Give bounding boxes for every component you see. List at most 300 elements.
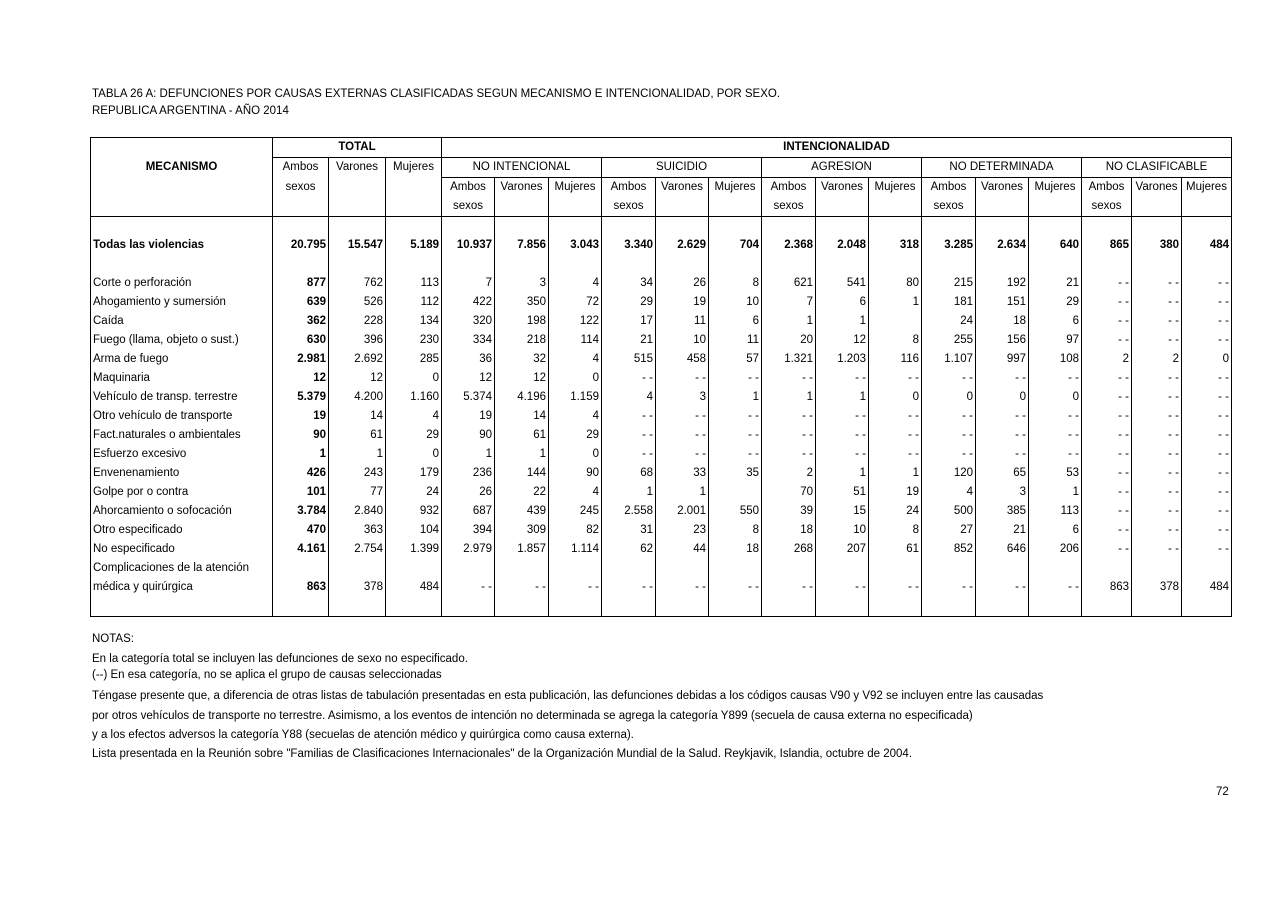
note-4: por otros vehículos de transporte no terrestre. Asimismo, a los eventos de intención no determinada se agrega la categoría Y899 (secuela de causa externa no especificada) [92,710,973,722]
table-cell: 5.189 [386,236,442,255]
table-cell: - - [976,407,1029,426]
table-cell: - - [709,426,762,445]
table-cell: 12 [273,369,329,388]
table-cell: 8 [869,331,922,350]
row-label: Golpe por o contra [91,483,273,502]
table-cell: - - [1029,426,1082,445]
table-cell: 26 [656,274,709,293]
table-cell: - - [762,407,816,426]
table-cell: 61 [329,426,386,445]
table-cell: 68 [602,464,656,483]
table-cell: 4 [549,274,602,293]
table-cell: - - [1082,445,1132,464]
table-cell: - - [549,578,602,597]
table-cell: 3.340 [602,236,656,255]
table-cell: - - [922,578,976,597]
table-cell: - - [1082,407,1132,426]
table-cell: 70 [762,483,816,502]
table-cell: 1.114 [549,540,602,559]
table-cell: 8 [709,521,762,540]
table-cell: 10 [816,521,869,540]
table-cell: 640 [1029,236,1082,255]
table-cell: 10 [709,293,762,312]
row-label: Maquinaria [91,369,273,388]
table-row [91,350,1232,369]
table-cell: - - [602,578,656,597]
table-cell: - - [1082,388,1132,407]
table-cell: 3.285 [922,236,976,255]
table-cell: 215 [922,274,976,293]
table-cell: - - [1082,426,1132,445]
table-cell: - - [976,369,1029,388]
table-row [91,521,1232,540]
table-row [91,274,1232,293]
table-cell: 500 [922,502,976,521]
table-cell: - - [656,426,709,445]
table-cell: 484 [1182,236,1232,255]
table-cell: 29 [1029,293,1082,312]
table-cell: 112 [386,293,442,312]
table-cell: 541 [816,274,869,293]
table-cell: 515 [602,350,656,369]
table-cell: 1 [762,388,816,407]
header-intencionalidad: INTENCIONALIDAD [442,138,1232,158]
table-cell: - - [1082,464,1132,483]
header-sexos: sexos [762,197,816,217]
table-row [91,464,1232,483]
table-cell: 82 [549,521,602,540]
table-cell: 526 [329,293,386,312]
table-cell: 5.374 [442,388,495,407]
table-cell: 3 [495,274,549,293]
table-row [91,540,1232,559]
table-cell: 29 [549,426,602,445]
table-cell: - - [1182,331,1232,350]
table-cell: - - [1082,331,1132,350]
table-cell: - - [1082,312,1132,331]
row-label: Ahorcamiento o sofocación [91,502,273,521]
table-cell: 4 [549,483,602,502]
table-cell: 62 [602,540,656,559]
table-cell: 2.981 [273,350,329,369]
table-cell: 21 [976,521,1029,540]
table-cell: - - [1082,274,1132,293]
row-label: Corte o perforación [91,274,273,293]
table-cell: 320 [442,312,495,331]
table-cell: - - [922,426,976,445]
table-cell: 206 [1029,540,1082,559]
table-cell: - - [602,445,656,464]
table-cell: 0 [1029,388,1082,407]
table-cell: 550 [709,502,762,521]
table-cell: - - [762,445,816,464]
table-cell: - - [1182,540,1232,559]
table-cell: - - [976,445,1029,464]
table-cell: 1 [709,388,762,407]
table-cell: - - [922,369,976,388]
table-cell: 53 [1029,464,1082,483]
table-row [91,483,1232,502]
table-cell: 621 [762,274,816,293]
table-cell: 362 [273,312,329,331]
table-title: TABLA 26 A: DEFUNCIONES POR CAUSAS EXTERNAS CLASIFICADAS SEGUN MECANISMO E INTENCIONALIDAD, POR SEXO. [92,88,781,100]
table-cell: 1 [869,464,922,483]
table-cell: 72 [549,293,602,312]
table-cell: - - [1029,445,1082,464]
table-cell: - - [1132,312,1182,331]
table-cell: 19 [442,407,495,426]
table-cell: 114 [549,331,602,350]
header-sexos: sexos [1082,197,1132,217]
table-cell: 51 [816,483,869,502]
table-cell: 4.200 [329,388,386,407]
table-cell: 19 [273,407,329,426]
table-cell: 687 [442,502,495,521]
table-cell: 122 [549,312,602,331]
table-cell: - - [709,369,762,388]
table-cell [869,312,922,331]
table-cell: 36 [442,350,495,369]
table-cell: 20 [762,331,816,350]
table-cell: 116 [869,350,922,369]
table-cell: 77 [329,483,386,502]
table-cell: 1 [816,388,869,407]
table-cell: - - [976,578,1029,597]
table-cell: 156 [976,331,1029,350]
table-cell: 97 [1029,331,1082,350]
table-cell: - - [816,445,869,464]
header-varones: Varones [495,178,549,198]
table-cell: - - [816,578,869,597]
table-cell: 19 [656,293,709,312]
table-cell: 0 [549,369,602,388]
table-cell: - - [1132,388,1182,407]
table-cell: - - [922,407,976,426]
table-cell: - - [602,426,656,445]
table-cell: 2 [1132,350,1182,369]
table-cell: - - [1082,483,1132,502]
table-cell: 80 [869,274,922,293]
table-cell: 207 [816,540,869,559]
table-cell: 704 [709,236,762,255]
table-cell: 10 [656,331,709,350]
table-cell: 1 [495,445,549,464]
table-cell: 29 [386,426,442,445]
header-ambos: Ambos [1082,178,1132,198]
table-cell: 0 [976,388,1029,407]
header-sexos: sexos [442,197,495,217]
group-agresion: AGRESION [762,158,922,178]
table-row [91,559,1232,578]
table-cell: - - [1182,464,1232,483]
table-cell: 4 [602,388,656,407]
table-cell: 17 [602,312,656,331]
table-cell: 90 [273,426,329,445]
table-cell: 0 [922,388,976,407]
table-cell: 11 [709,331,762,350]
table-cell: - - [1182,445,1232,464]
table-cell: - - [1029,578,1082,597]
table-cell: 0 [386,369,442,388]
table-cell: - - [1182,274,1232,293]
table-cell: 198 [495,312,549,331]
table-cell: 33 [656,464,709,483]
row-label: Vehículo de transp. terrestre [91,388,273,407]
table-cell: - - [869,445,922,464]
table-cell: 318 [869,236,922,255]
table-cell: - - [1132,426,1182,445]
table-cell: - - [1029,369,1082,388]
table-cell: 20.795 [273,236,329,255]
table-cell: 6 [1029,312,1082,331]
table-cell: 285 [386,350,442,369]
table-cell: 3.784 [273,502,329,521]
table-cell: 12 [495,369,549,388]
spacer-row [91,597,1232,617]
table-cell: 44 [656,540,709,559]
table-cell: 12 [329,369,386,388]
table-cell: 1 [273,445,329,464]
table-cell: - - [495,578,549,597]
table-cell: 470 [273,521,329,540]
table-cell: 1.160 [386,388,442,407]
table-cell: - - [709,578,762,597]
table-cell: - - [816,407,869,426]
table-cell: - - [1082,293,1132,312]
table-cell: - - [1132,293,1182,312]
table-cell: 2.048 [816,236,869,255]
table-cell: - - [1182,369,1232,388]
table-cell: 6 [1029,521,1082,540]
table-cell: - - [1082,369,1132,388]
table-cell: 2.001 [656,502,709,521]
table-cell: 385 [976,502,1029,521]
table-cell: 439 [495,502,549,521]
note-6: Lista presentada en la Reunión sobre "Familias de Clasificaciones Internacionales" de la Organización Mundial de la Salud. Reykjavik, Islandia, octubre de 2004. [92,748,913,760]
table-cell: - - [1182,483,1232,502]
table-cell: - - [602,369,656,388]
notes-heading: NOTAS: [92,633,134,645]
table-cell: 4.161 [273,540,329,559]
header-sexos: sexos [602,197,656,217]
table-cell: 39 [762,502,816,521]
header-ambos: Ambos [922,178,976,198]
table-cell: 426 [273,464,329,483]
table-body [91,217,1232,617]
table-cell: 12 [442,369,495,388]
header-ambos: Ambos [442,178,495,198]
table-cell: - - [1132,483,1182,502]
table-row [91,578,1232,597]
table-cell: - - [976,426,1029,445]
table-cell: 0 [386,445,442,464]
table-cell: 23 [656,521,709,540]
table-cell: 19 [869,483,922,502]
table-cell: 1.159 [549,388,602,407]
table-cell: - - [1182,502,1232,521]
table-cell: 3 [976,483,1029,502]
table-cell: - - [656,407,709,426]
row-label: Caída [91,312,273,331]
header-mujeres: Mujeres [1182,178,1232,198]
row-label: Todas las violencias [91,236,273,255]
table-cell: 1 [329,445,386,464]
row-label: Otro especificado [91,521,273,540]
row-label: Complicaciones de la atención [91,559,273,578]
table-cell: 1.857 [495,540,549,559]
header-mujeres: Mujeres [709,178,762,198]
row-label: médica y quirúrgica [91,578,273,597]
table-cell: 27 [922,521,976,540]
header-varones: Varones [656,178,709,198]
table-cell: 192 [976,274,1029,293]
table-cell: - - [869,426,922,445]
table-cell: 3.043 [549,236,602,255]
table-cell: 61 [869,540,922,559]
table-cell: - - [762,578,816,597]
table-cell: 65 [976,464,1029,483]
table-cell: - - [709,445,762,464]
table-cell: 309 [495,521,549,540]
table-cell: - - [1132,464,1182,483]
table-cell: 15 [816,502,869,521]
table-cell: 0 [1182,350,1232,369]
table-cell: - - [656,369,709,388]
table-cell: - - [816,369,869,388]
table-cell: 363 [329,521,386,540]
table-cell: 1 [816,312,869,331]
table-cell: 484 [1182,578,1232,597]
table-cell: 90 [549,464,602,483]
header-varones: Varones [329,158,386,178]
group-suicidio: SUICIDIO [602,158,762,178]
table-cell: 22 [495,483,549,502]
table-cell: 2.558 [602,502,656,521]
table-cell: - - [656,445,709,464]
table-cell: 4.196 [495,388,549,407]
table-cell: 29 [602,293,656,312]
table-cell: 0 [549,445,602,464]
note-5: y a los efectos adversos la categoría Y88 (secuelas de atención médico y quirúrgica como causa externa). [92,729,634,741]
table-cell: 18 [762,521,816,540]
table-cell: 21 [602,331,656,350]
table-cell: 378 [329,578,386,597]
table-cell: - - [1082,502,1132,521]
table-cell: 8 [709,274,762,293]
table-cell: 230 [386,331,442,350]
table-cell: 2 [762,464,816,483]
table-cell: - - [1082,540,1132,559]
table-cell: 5.379 [273,388,329,407]
table-cell: - - [816,426,869,445]
table-cell: 852 [922,540,976,559]
table-cell: - - [1132,521,1182,540]
table-cell: - - [1132,407,1182,426]
table-cell: 422 [442,293,495,312]
header-sexos: sexos [273,178,329,198]
table-cell: 394 [442,521,495,540]
table-cell: 34 [602,274,656,293]
table-cell: 243 [329,464,386,483]
table-cell: 865 [1082,236,1132,255]
table-row [91,445,1232,464]
table-cell: - - [762,369,816,388]
table-subtitle: REPUBLICA ARGENTINA - AÑO 2014 [92,105,289,117]
header-ambos: Ambos [602,178,656,198]
table-cell: - - [1182,312,1232,331]
table-cell: 24 [922,312,976,331]
row-label: No especificado [91,540,273,559]
table-cell: - - [869,407,922,426]
table-cell: - - [1182,388,1232,407]
table-cell: 458 [656,350,709,369]
table-cell: 113 [386,274,442,293]
table-cell: 877 [273,274,329,293]
table-cell: 11 [656,312,709,331]
row-label: Ahogamiento y sumersión [91,293,273,312]
table-cell: 18 [709,540,762,559]
table-cell: 101 [273,483,329,502]
table-cell: - - [1082,521,1132,540]
table-cell: 863 [273,578,329,597]
table-cell: 24 [386,483,442,502]
table-cell: 2.692 [329,350,386,369]
table-cell: 1.399 [386,540,442,559]
table-row [91,426,1232,445]
table-cell: 12 [816,331,869,350]
header-mujeres: Mujeres [386,158,442,178]
table-cell: 4 [922,483,976,502]
table-cell: 7 [762,293,816,312]
table-cell: - - [1132,540,1182,559]
table-cell: 1 [442,445,495,464]
row-label: Fuego (llama, objeto o sust.) [91,331,273,350]
group-no-clasificable: NO CLASIFICABLE [1082,158,1232,178]
table-cell: - - [1132,274,1182,293]
note-3: Téngase presente que, a diferencia de otras listas de tabulación presentadas en esta publicación, las defunciones debidas a los códigos causas V90 y V92 se incluyen entre las causadas [92,690,1044,702]
table-cell: 863 [1082,578,1132,597]
table-cell: 181 [922,293,976,312]
table-cell: 378 [1132,578,1182,597]
table-cell: 26 [442,483,495,502]
table-cell: 218 [495,331,549,350]
row-label: Otro vehículo de transporte [91,407,273,426]
row-label: Arma de fuego [91,350,273,369]
table-cell: 1 [656,483,709,502]
table-cell: - - [709,407,762,426]
table-cell: - - [656,578,709,597]
table-cell: 8 [869,521,922,540]
table-cell: 61 [495,426,549,445]
group-no-determinada: NO DETERMINADA [922,158,1082,178]
table-cell: 134 [386,312,442,331]
table-cell: 1 [762,312,816,331]
table-cell: 57 [709,350,762,369]
table-cell: 179 [386,464,442,483]
table-cell: 334 [442,331,495,350]
header-ambos: Ambos [273,158,329,178]
table-row [91,331,1232,350]
table-cell: 1.107 [922,350,976,369]
table-cell: - - [442,578,495,597]
group-no-intencional: NO INTENCIONAL [442,158,602,178]
table-cell: 31 [602,521,656,540]
table-cell: 1 [602,483,656,502]
table-cell: 932 [386,502,442,521]
table-cell: - - [869,578,922,597]
note-2: (--) En esa categoría, no se aplica el grupo de causas seleccionadas [92,669,442,681]
table-cell: 6 [816,293,869,312]
